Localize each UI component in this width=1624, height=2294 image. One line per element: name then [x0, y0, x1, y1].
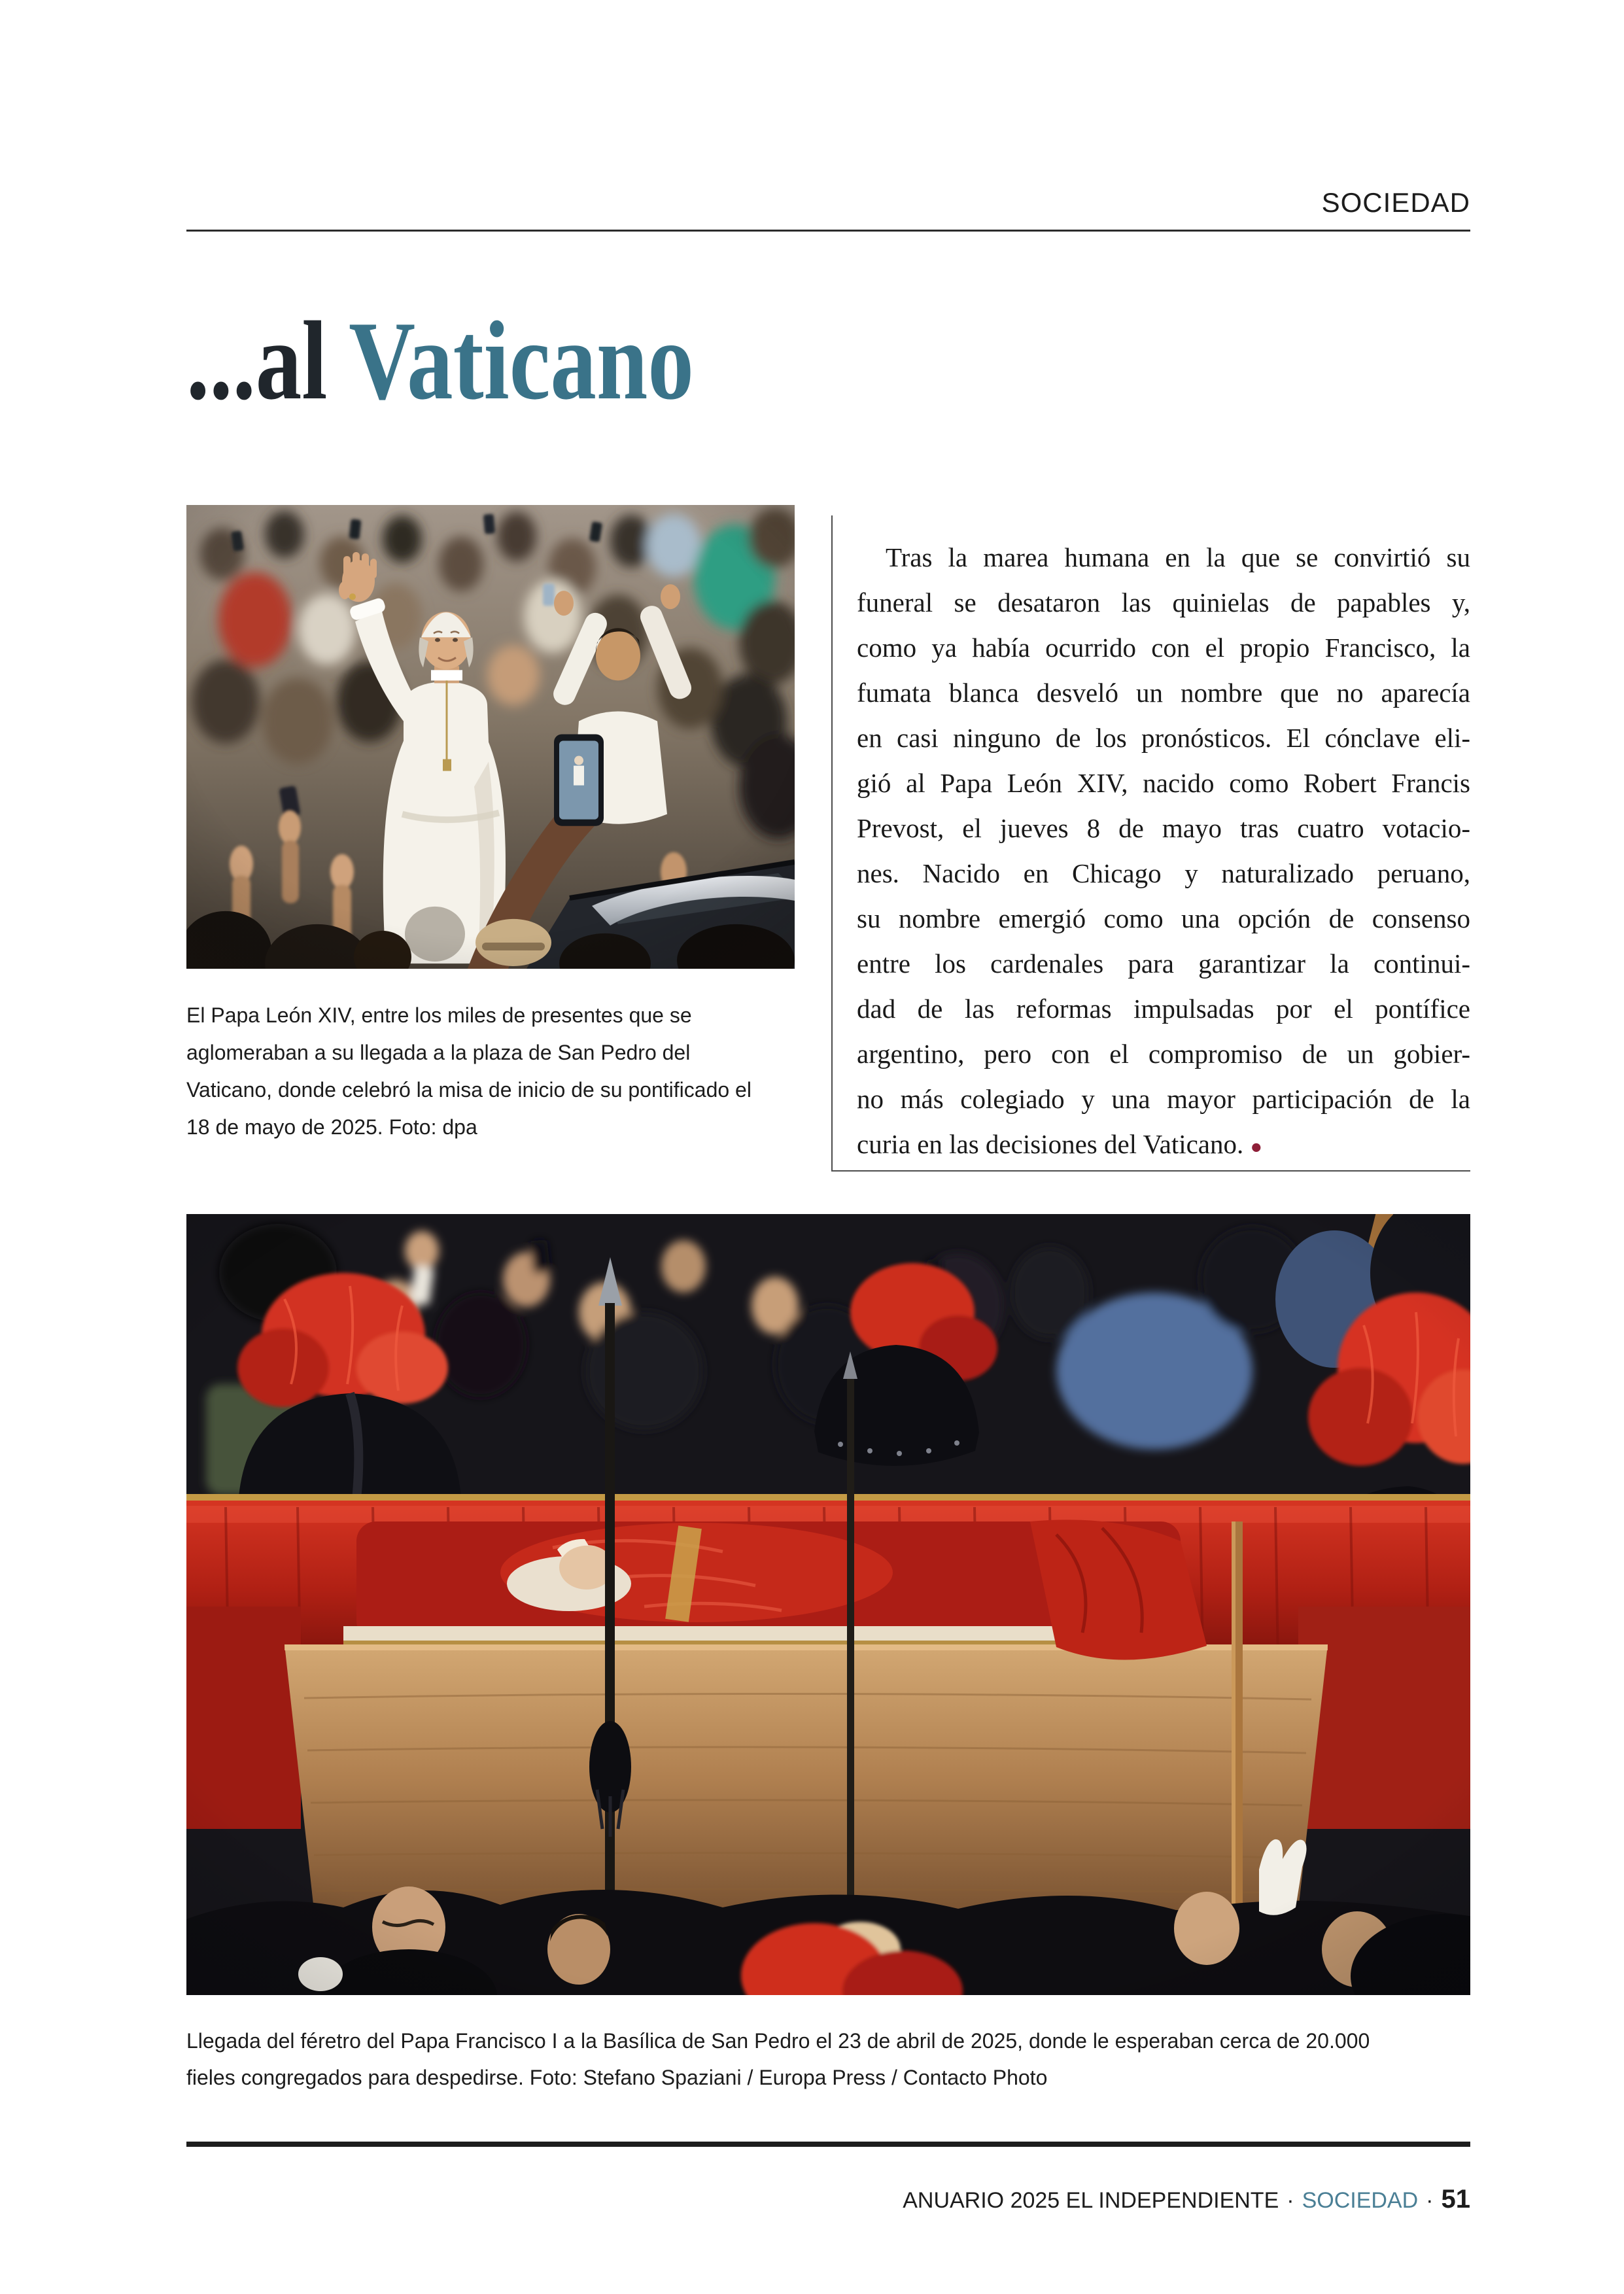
footer-rule	[186, 2142, 1470, 2147]
caption-top-photo	[186, 997, 831, 1146]
article-rule-bottom	[831, 1170, 1470, 1172]
article-line: como ya había ocurrido con el propio Francisco, la	[857, 633, 1470, 663]
caption-line: fieles congregados para despedirse. Foto: Stefano Spaziani / Europa Press / Contacto Photo	[186, 2066, 1048, 2089]
page-title-highlight: Vaticano	[349, 299, 694, 423]
footer-page-number: 51	[1441, 2185, 1470, 2214]
article-line: funeral se desataron las quinielas de papables y,	[857, 587, 1470, 617]
article-line: Prevost, el jueves 8 de mayo tras cuatro votacio-	[857, 813, 1470, 843]
caption-line: El Papa León XIV, entre los miles de presentes que se	[186, 1003, 692, 1027]
footer-publication: ANUARIO 2025 EL INDEPENDIENTE	[903, 2188, 1279, 2213]
article-line: entre los cardenales para garantizar la continui-	[857, 948, 1470, 979]
article-line	[857, 1122, 1470, 1167]
article-line: en casi ninguno de los pronósticos. El cónclave eli-	[857, 723, 1470, 753]
article-end-mark: ●	[1250, 1136, 1263, 1158]
article-line: dad de las reformas impulsadas por el pontífice	[857, 994, 1470, 1024]
article-line: Tras la marea humana en la que se convirtió su	[886, 542, 1470, 572]
photo-francis-coffin	[186, 1214, 1470, 1995]
footer-section-label: SOCIEDAD	[1302, 2188, 1419, 2213]
footer	[186, 2185, 1470, 2214]
caption-line: Vaticano, donde celebró la misa de inicio de su pontificado el	[186, 1078, 752, 1102]
article-line: argentino, pero con el compromiso de un gobier-	[857, 1039, 1470, 1069]
page-title	[186, 300, 694, 423]
article-body	[857, 535, 1470, 1167]
caption-bottom-photo	[186, 2023, 1478, 2096]
caption-line: 18 de mayo de 2025. Foto: dpa	[186, 1115, 477, 1139]
footer-separator: ·	[1426, 2188, 1434, 2213]
photo-pope-leo-crowd	[186, 505, 795, 969]
footer-separator: ·	[1287, 2188, 1294, 2213]
article-line-text: curia en las decisiones del Vaticano.	[857, 1129, 1244, 1159]
article-line: fumata blanca desveló un nombre que no aparecía	[857, 678, 1470, 708]
article-rule-left	[831, 515, 833, 1172]
article-line: no más colegiado y una mayor participación de la	[857, 1084, 1470, 1114]
header-rule	[186, 230, 1470, 232]
section-label: SOCIEDAD	[1321, 187, 1470, 218]
caption-line: Llegada del féretro del Papa Francisco I a la Basílica de San Pedro el 23 de abril de 2025, donde le esperaban cerca de 20.000	[186, 2029, 1370, 2053]
caption-line: aglomeraban a su llegada a la plaza de San Pedro del	[186, 1041, 691, 1064]
page-title-prefix: ...al	[186, 299, 349, 423]
article-line: nes. Nacido en Chicago y naturalizado peruano,	[857, 858, 1470, 888]
article-line: gió al Papa León XIV, nacido como Robert Francis	[857, 768, 1470, 798]
article-line: su nombre emergió como una opción de consenso	[857, 903, 1470, 933]
